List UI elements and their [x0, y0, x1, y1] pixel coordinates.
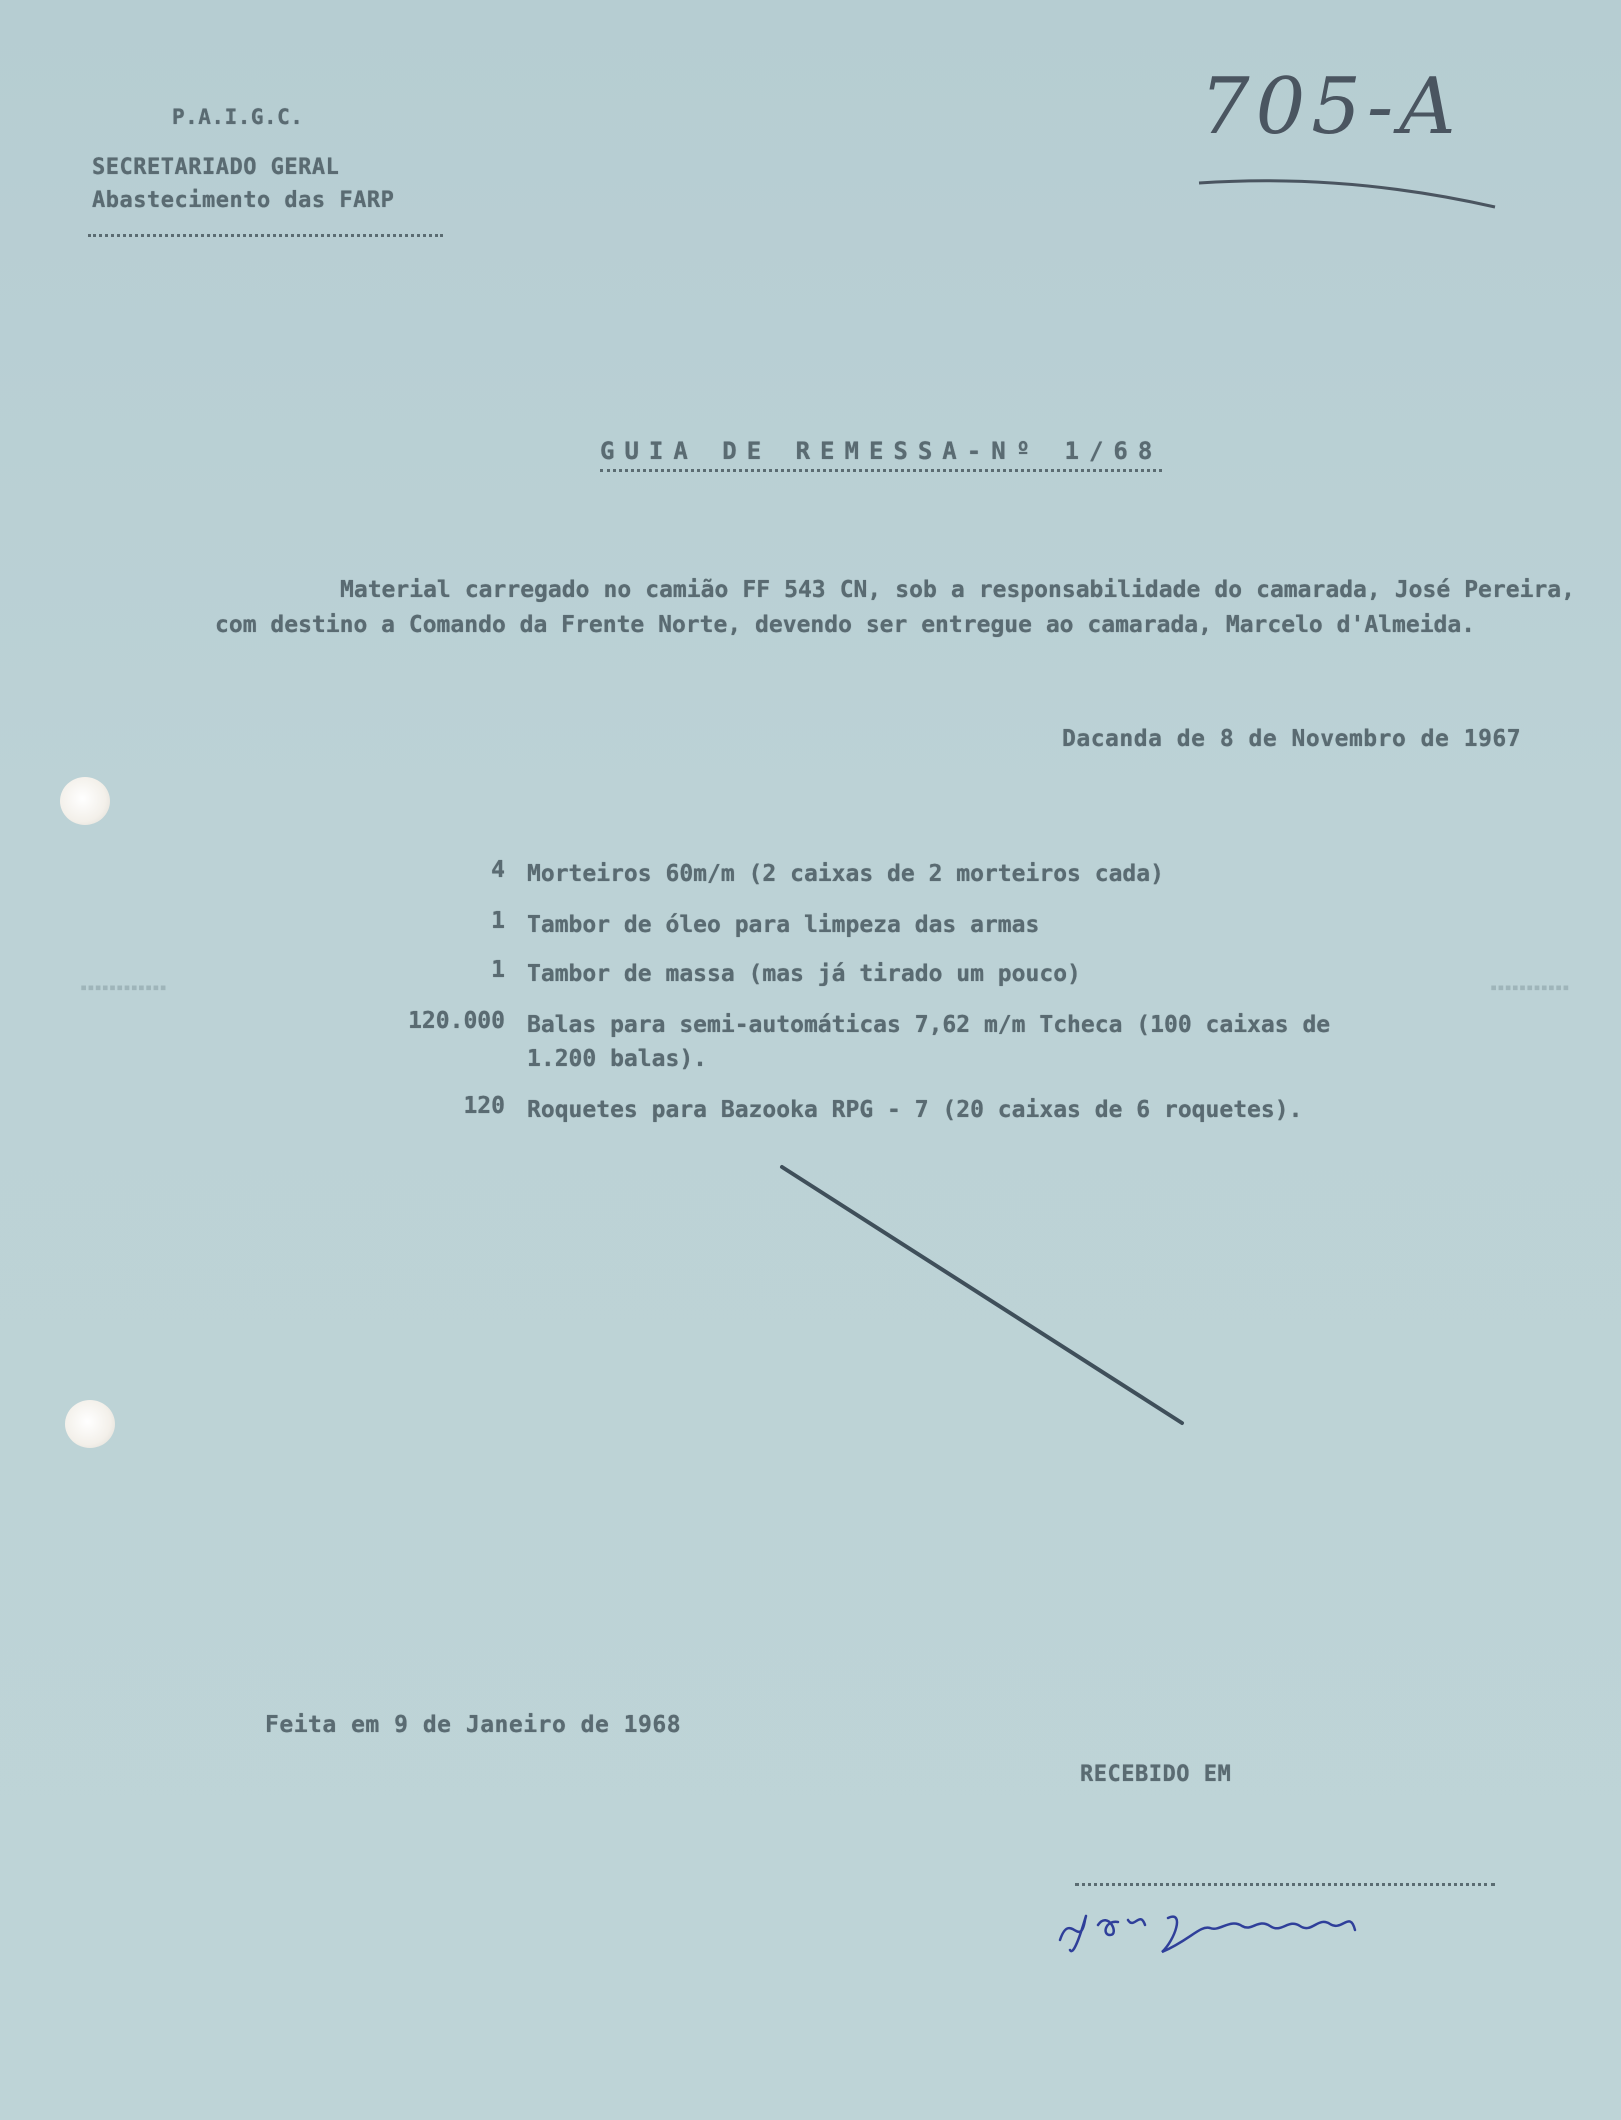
handwritten-signature [1050, 1880, 1430, 1965]
body-paragraph [215, 573, 1575, 643]
punch-hole-top [60, 777, 110, 825]
header-section: Abastecimento das FARP [92, 188, 395, 213]
bleed-through-mark-left: ▪▪▪▪▪▪▪▪▪▪▪▪ [80, 980, 167, 994]
header-organization: P.A.I.G.C. [172, 105, 304, 129]
header-dotted-rule [88, 234, 443, 237]
made-on-date: Feita em 9 de Janeiro de 1968 [265, 1712, 682, 1738]
item-description: Tambor de massa (mas já tirado um pouco) [527, 961, 1081, 987]
item-quantity: 4 [491, 857, 505, 883]
archive-number-underline [1195, 165, 1505, 215]
body-text: Material carregado no camião FF 543 CN, sob a responsabilidade do camarada, José Pereira, com destino a Comando da Frente Norte, devendo ser entregue ao camarada, Marcelo d'Almeida. [215, 577, 1575, 638]
item-quantity: 1 [491, 908, 505, 934]
received-label: RECEBIDO EM [1080, 1762, 1232, 1787]
header-department: SECRETARIADO GERAL [92, 155, 340, 180]
origin-date: Dacanda de 8 de Novembro de 1967 [1062, 726, 1522, 752]
item-description: Morteiros 60m/m (2 caixas de 2 morteiros cada) [527, 861, 1164, 887]
item-quantity: 120 [463, 1093, 505, 1119]
document-title: GUIA DE REMESSA-Nº 1/68 [600, 437, 1162, 472]
archive-number: 705-A [1200, 62, 1462, 152]
punch-hole-bottom [65, 1400, 115, 1448]
bleed-through-mark-right: ▪▪▪▪▪▪▪▪▪▪▪ [1490, 980, 1570, 994]
item-quantity: 120.000 [408, 1008, 505, 1034]
item-description: Roquetes para Bazooka RPG - 7 (20 caixas de 6 roquetes). [527, 1097, 1303, 1123]
diagonal-cancel-line [770, 1155, 1200, 1435]
item-description: Balas para semi-automáticas 7,62 m/m Tcheca (100 caixas de 1.200 balas). [527, 1012, 1331, 1072]
item-description: Tambor de óleo para limpeza das armas [527, 912, 1040, 938]
item-quantity: 1 [491, 957, 505, 983]
